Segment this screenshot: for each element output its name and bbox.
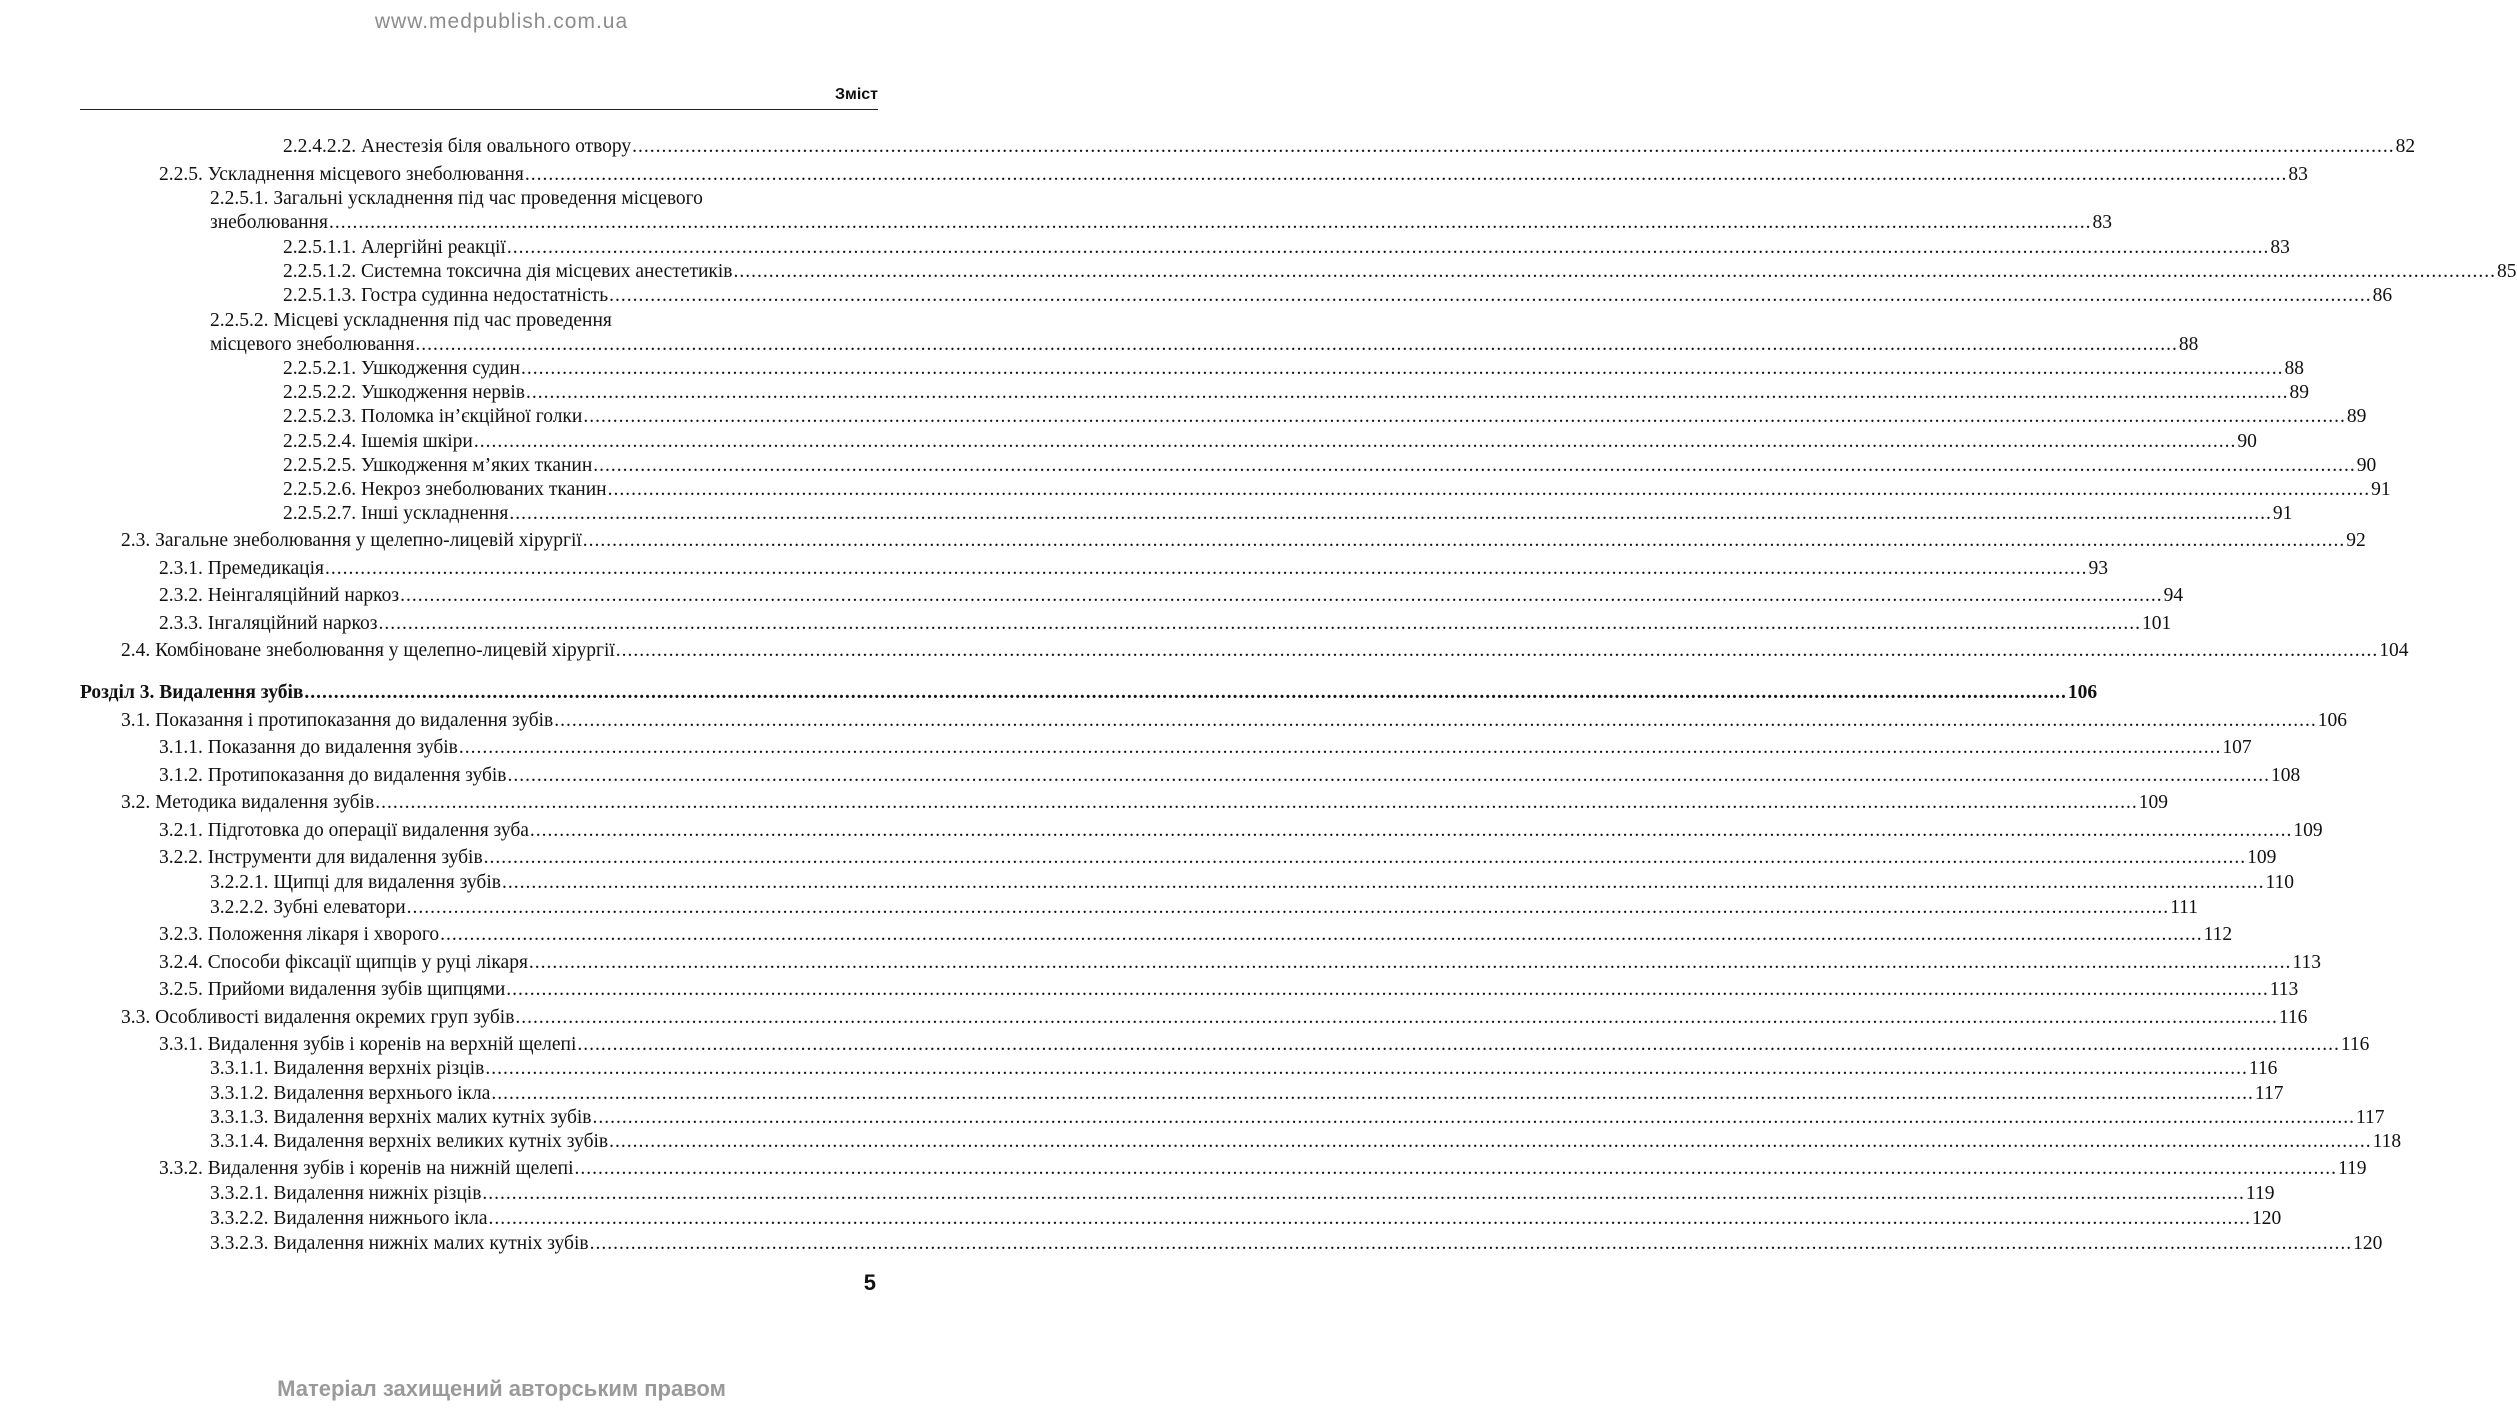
toc-entry [210, 1081, 2284, 1106]
toc-entry [283, 283, 2393, 308]
toc-entry-page: 109 [2138, 792, 2168, 813]
toc-entry-page: 116 [2340, 1034, 2370, 1055]
toc-entry-page: 91 [2272, 503, 2293, 524]
toc-entry-title: 3.2.2.1. Щипці для видалення зубів [210, 872, 501, 893]
toc-entry-title: знеболювання [210, 212, 328, 233]
toc-entry [283, 477, 2391, 502]
toc-entry-title: 2.2.5.2.1. Ушкодження судин [283, 358, 520, 379]
toc-leader-dots: ............................................................................................................................................................................................................................................................................................................ [528, 952, 2292, 973]
toc-entry-title: 2.2.5.1.3. Гостра судинна недостатність [283, 285, 609, 306]
toc-entry-page: 88 [2284, 358, 2304, 379]
toc-entry-page: 93 [2088, 558, 2108, 579]
toc-entry [121, 790, 2168, 815]
toc-entry [159, 950, 2321, 975]
toc-leader-dots: ............................................................................................................................................................................................................................................................................................................ [406, 897, 2170, 918]
toc-entry-page: 108 [2271, 765, 2301, 786]
toc-entry [210, 1105, 2385, 1130]
toc-entry-title: Розділ 3. Видалення зубів [80, 682, 304, 703]
toc-entry-title: 2.2.5. Ускладнення місцевого знеболювання [159, 164, 524, 185]
toc-entry-page: 83 [2270, 237, 2290, 258]
toc-entry-title: 2.2.5.2.3. Поломка ін’єкційної голки [283, 406, 583, 427]
toc-entry-title: 3.2.1. Підготовка до операції видалення зуба [159, 820, 529, 841]
toc-entry-page: 112 [2203, 924, 2233, 945]
toc-entry-page: 117 [2356, 1107, 2385, 1128]
toc-leader-dots: ............................................................................................................................................................................................................................................................................................................ [483, 847, 2247, 868]
toc-entry [210, 895, 2198, 920]
toc-leader-dots: ............................................................................................................................................................................................................................................................................................................ [378, 613, 2141, 634]
toc-leader-dots: ............................................................................................................................................................................................................................................................................................................ [525, 382, 2289, 403]
toc-entry [283, 134, 2416, 159]
toc-entry [283, 404, 2367, 429]
toc-entry [159, 1032, 2370, 1057]
toc-entry [159, 611, 2172, 636]
toc-entry [159, 162, 2308, 187]
toc-entry-title-line1: 2.2.5.1. Загальні ускладнення під час проведення місцевого [210, 188, 703, 209]
toc-entry-title: 3.2.3. Положення лікаря і хворого [159, 924, 440, 945]
toc-entry-title: місцевого знеболювання [210, 334, 415, 355]
toc-entry [210, 332, 2199, 357]
toc-entry [283, 429, 2257, 454]
toc-leader-dots: ............................................................................................................................................................................................................................................................................................................ [609, 285, 2372, 306]
toc-entry-title: 3.2.5. Прийоми видалення зубів щипцями [159, 979, 506, 1000]
toc-entry-page: 116 [2278, 1007, 2308, 1028]
toc-leader-dots: ............................................................................................................................................................................................................................................................................................................ [524, 164, 2288, 185]
toc-entry-title: 3.2. Методика видалення зубів [121, 792, 375, 813]
toc-leader-dots: ............................................................................................................................................................................................................................................................................................................ [554, 710, 2317, 731]
toc-entry-title-line1: 2.2.5.2. Місцеві ускладнення під час проведення [210, 310, 612, 331]
toc-entry [121, 528, 2366, 553]
toc-entry [159, 922, 2233, 947]
toc-entry [210, 1129, 2402, 1154]
toc-leader-dots: ............................................................................................................................................................................................................................................................................................................ [509, 503, 2272, 524]
toc-entry-page: 82 [2395, 136, 2416, 157]
toc-entry-page: 90 [2237, 431, 2257, 452]
toc-entry [159, 763, 2301, 788]
toc-entry-title: 2.2.4.2.2. Анестезія біля овального отвору [283, 136, 632, 157]
site-url: www.medpublish.com.ua [374, 10, 629, 33]
toc-leader-dots: ............................................................................................................................................................................................................................................................................................................ [458, 737, 2222, 758]
toc-entry-title: 2.2.5.2.4. Ішемія шкіри [283, 431, 473, 452]
toc-leader-dots: ............................................................................................................................................................................................................................................................................................................ [609, 1131, 2372, 1152]
toc-entry-title: 3.3.1.1. Видалення верхніх різців [210, 1058, 485, 1079]
toc-entry-title: 2.4. Комбіноване знеболювання у щелепно-лицевій хірургії [121, 640, 615, 661]
toc-entry-page: 109 [2247, 847, 2277, 868]
toc-leader-dots: ............................................................................................................................................................................................................................................................................................................ [529, 820, 2293, 841]
toc-leader-dots: ............................................................................................................................................................................................................................................................................................................ [574, 1158, 2337, 1179]
toc-leader-dots: ............................................................................................................................................................................................................................................................................................................ [488, 1208, 2252, 1229]
toc-entry-title: 2.2.5.2.6. Некроз знеболюваних тканин [283, 479, 607, 500]
toc-leader-dots: ............................................................................................................................................................................................................................................................................................................ [506, 237, 2270, 258]
toc-entry [210, 1231, 2383, 1256]
toc-entry-title: 2.3.3. Інгаляційний наркоз [159, 613, 378, 634]
toc-entry [159, 556, 2108, 581]
toc-entry-page: 85 [2497, 261, 2517, 282]
toc-leader-dots: ............................................................................................................................................................................................................................................................................................................ [592, 1107, 2355, 1128]
toc-entry-page: 107 [2222, 737, 2252, 758]
toc-entry [159, 735, 2252, 760]
toc-entry [283, 356, 2304, 381]
toc-leader-dots: ............................................................................................................................................................................................................................................................................................................ [415, 334, 2178, 355]
toc-entry-page: 110 [2265, 872, 2294, 893]
toc-leader-dots: ............................................................................................................................................................................................................................................................................................................ [589, 1233, 2353, 1254]
toc-leader-dots: ............................................................................................................................................................................................................................................................................................................ [375, 792, 2138, 813]
toc-leader-dots: ............................................................................................................................................................................................................................................................................................................ [304, 682, 2067, 703]
toc-entry-title: 3.3.1.3. Видалення верхніх малих кутніх зубів [210, 1107, 592, 1128]
page-number: 5 [863, 1270, 876, 1295]
toc-entry-page: 117 [2254, 1083, 2284, 1104]
toc-entry [159, 977, 2299, 1002]
toc-entry [121, 1005, 2308, 1030]
toc-entry [210, 1056, 2278, 1081]
toc-entry-page: 120 [2353, 1233, 2383, 1254]
toc-entry [159, 1156, 2367, 1181]
toc-entry-page: 111 [2170, 897, 2198, 918]
toc-leader-dots: ............................................................................................................................................................................................................................................................................................................ [325, 558, 2088, 579]
toc-entry-title: 2.3. Загальне знеболювання у щелепно-лицевій хірургії [121, 530, 582, 551]
toc-entry-page: 116 [2248, 1058, 2278, 1079]
toc-entry [159, 818, 2323, 843]
toc-leader-dots: ............................................................................................................................................................................................................................................................................................................ [491, 1083, 2254, 1104]
toc-entry-page: 113 [2292, 952, 2321, 973]
toc-entry [210, 1206, 2282, 1231]
toc-entry-page: 92 [2346, 530, 2366, 551]
toc-entry [283, 235, 2290, 260]
toc-leader-dots: ............................................................................................................................................................................................................................................................................................................ [328, 212, 2092, 233]
toc-entry-title: 2.2.5.2.5. Ушкодження м’яких тканин [283, 455, 593, 476]
toc-entry [210, 870, 2294, 895]
toc-leader-dots: ............................................................................................................................................................................................................................................................................................................ [501, 872, 2265, 893]
toc-entry-title: 3.1.2. Протипоказання до видалення зубів [159, 765, 507, 786]
toc-entry-page: 104 [2379, 640, 2409, 661]
toc-entry-page: 83 [2288, 164, 2308, 185]
toc-entry-page: 113 [2269, 979, 2299, 1000]
toc-entry-title: 2.2.5.1.1. Алергійні реакції [283, 237, 506, 258]
toc-entry [210, 1181, 2275, 1206]
toc-entry-page: 101 [2141, 613, 2172, 634]
toc-entry-page: 88 [2178, 334, 2199, 355]
toc-leader-dots: ............................................................................................................................................................................................................................................................................................................ [607, 479, 2371, 500]
toc-entry-page: 83 [2092, 212, 2112, 233]
toc-entry-title: 3.1.1. Показання до видалення зубів [159, 737, 458, 758]
toc-entry-title: 2.3.1. Премедикація [159, 558, 324, 579]
toc-entry-title: 3.3.2.2. Видалення нижнього ікла [210, 1208, 488, 1229]
toc-chapter-entry [80, 680, 2098, 705]
toc-entry-title: 3.2.4. Способи фіксації щипців у руці лікаря [159, 952, 528, 973]
toc-leader-dots: ............................................................................................................................................................................................................................................................................................................ [593, 455, 2356, 476]
toc-entry [283, 259, 2517, 284]
section-title: Зміст [834, 86, 878, 103]
toc-entry-title: 3.1. Показання і протипоказання до видалення зубів [121, 710, 554, 731]
toc-entry-title: 3.2.2.2. Зубні елеватори [210, 897, 406, 918]
toc-entry-page: 89 [2289, 382, 2309, 403]
toc-entry-title: 3.3.2. Видалення зубів і коренів на нижній щелепі [159, 1158, 574, 1179]
toc-leader-dots: ............................................................................................................................................................................................................................................................................................................ [485, 1058, 2248, 1079]
toc-leader-dots: ............................................................................................................................................................................................................................................................................................................ [506, 979, 2269, 1000]
toc-leader-dots: ............................................................................................................................................................................................................................................................................................................ [521, 358, 2284, 379]
toc-entry [159, 845, 2277, 870]
toc-entry-title: 2.2.5.2.2. Ушкодження нервів [283, 382, 525, 403]
toc-entry-title: 2.3.2. Неінгаляційний наркоз [159, 585, 400, 606]
toc-entry [283, 501, 2293, 526]
toc-entry-title: 3.3.2.3. Видалення нижніх малих кутніх зубів [210, 1233, 589, 1254]
toc-entry [159, 583, 2184, 608]
toc-entry-title: 3.3.1.2. Видалення верхнього ікла [210, 1083, 491, 1104]
toc-entry-title: 3.3. Особливості видалення окремих груп зубів [121, 1007, 515, 1028]
toc-leader-dots: ............................................................................................................................................................................................................................................................................................................ [577, 1034, 2340, 1055]
toc-entry [121, 638, 2409, 663]
toc-entry [210, 210, 2112, 235]
toc-entry-title: 2.2.5.1.2. Системна токсична дія місцевих анестетиків [283, 261, 733, 282]
toc-leader-dots: ............................................................................................................................................................................................................................................................................................................ [440, 924, 2203, 945]
toc-entry-title: 2.2.5.2.7. Інші ускладнення [283, 503, 509, 524]
toc-entry-page: 119 [2245, 1183, 2275, 1204]
toc-leader-dots: ............................................................................................................................................................................................................................................................................................................ [473, 431, 2237, 452]
toc-entry-page: 91 [2371, 479, 2391, 500]
toc-leader-dots: ............................................................................................................................................................................................................................................................................................................ [733, 261, 2497, 282]
toc-entry-page: 119 [2338, 1158, 2367, 1179]
toc-leader-dots: ............................................................................................................................................................................................................................................................................................................ [582, 530, 2346, 551]
toc-entry [121, 708, 2348, 733]
copyright-notice: Матеріал захищений авторським правом [277, 1376, 726, 1401]
toc-leader-dots: ............................................................................................................................................................................................................................................................................................................ [632, 136, 2395, 157]
toc-entry-title: 3.3.2.1. Видалення нижніх різців [210, 1183, 482, 1204]
toc-leader-dots: ............................................................................................................................................................................................................................................................................................................ [615, 640, 2379, 661]
toc-leader-dots: ............................................................................................................................................................................................................................................................................................................ [583, 406, 2346, 427]
header-rule [80, 109, 878, 110]
toc-entry-title: 3.3.1.4. Видалення верхніх великих кутніх зубів [210, 1131, 609, 1152]
toc-entry-page: 89 [2346, 406, 2367, 427]
toc-entry-page: 90 [2356, 455, 2377, 476]
toc-entry-page: 120 [2252, 1208, 2282, 1229]
toc-entry-page: 106 [2317, 710, 2348, 731]
toc-leader-dots: ............................................................................................................................................................................................................................................................................................................ [482, 1183, 2245, 1204]
toc-entry [283, 453, 2377, 478]
toc-entry-page: 106 [2067, 682, 2098, 703]
toc-leader-dots: ............................................................................................................................................................................................................................................................................................................ [400, 585, 2163, 606]
toc-entry-title: 3.2.2. Інструменти для видалення зубів [159, 847, 483, 868]
toc-entry [283, 380, 2309, 405]
toc-entry-page: 86 [2372, 285, 2393, 306]
toc-leader-dots: ............................................................................................................................................................................................................................................................................................................ [507, 765, 2270, 786]
toc-entry-page: 118 [2372, 1131, 2402, 1152]
toc-entry-title: 3.3.1. Видалення зубів і коренів на верхній щелепі [159, 1034, 577, 1055]
toc-entry-page: 109 [2293, 820, 2323, 841]
toc-leader-dots: ............................................................................................................................................................................................................................................................................................................ [515, 1007, 2278, 1028]
toc-entry-page: 94 [2163, 585, 2184, 606]
